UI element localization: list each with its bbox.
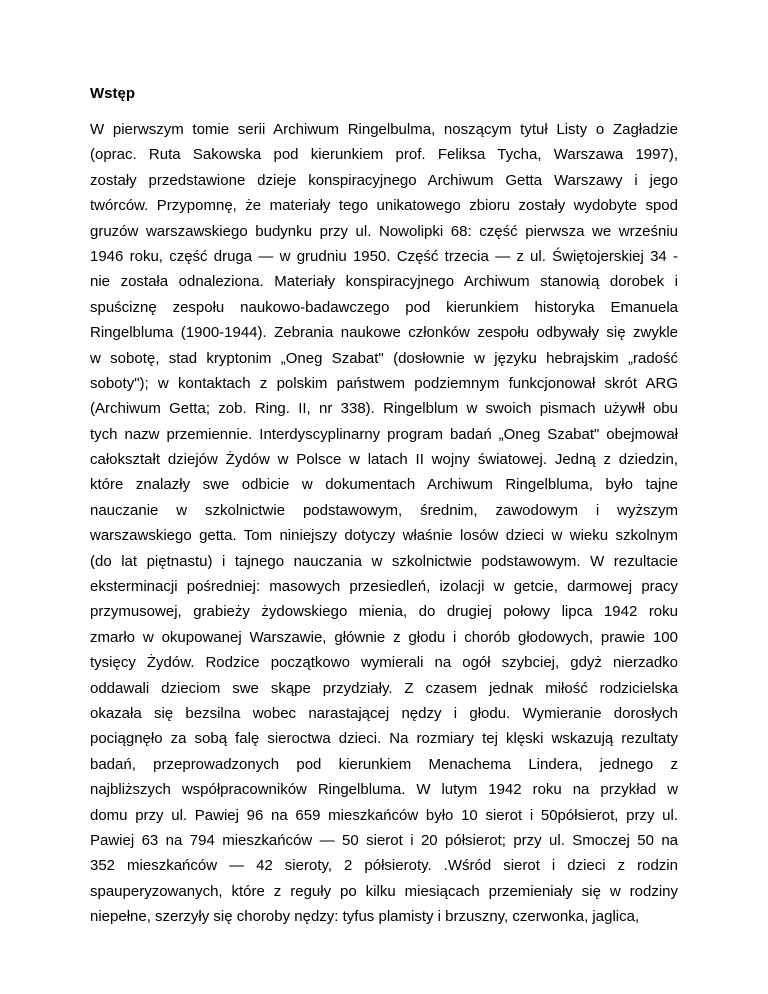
text-line: (oprac. Ruta Sakowska pod kierunkiem prof. Feliksa Tycha, Warszawa 1997), (90, 146, 678, 164)
text-line: nauczanie w szkolnictwie podstawowym, średnim, zawodowym i wyższym (90, 501, 678, 519)
text-line: tysięcy Żydów. Rodzice początkowo wymierali na ogół szybciej, gdyż nierzadko (90, 654, 678, 672)
text-line: zmarło w okupowanej Warszawie, głównie z głodu i chorób głodowych, prawie 100 (90, 628, 678, 646)
text-line: Ringelbluma (1900-1944). Zebrania naukowe członków zespołu odbywały się zwykle (90, 324, 678, 342)
text-line: całokształt dziejów Żydów w Polsce w latach II wojny światowej. Jedną z dziedzin, (90, 451, 678, 469)
text-line: 1946 roku, część druga — w grudniu 1950. Część trzecia — z ul. Świętojerskiej 34 - (90, 247, 678, 265)
text-line: (do lat piętnastu) i tajnego nauczania w szkolnictwie podstawowym. W rezultacie (90, 552, 678, 570)
text-line: domu przy ul. Pawiej 96 na 659 mieszkańców było 10 sierot i 50półsierot, przy ul. (90, 806, 678, 824)
text-line: 352 mieszkańców — 42 sieroty, 2 półsieroty. .Wśród sierot i dzieci z rodzin (90, 857, 678, 875)
text-line: badań, przeprowadzonych pod kierunkiem Menachema Lindera, jednego z (90, 755, 678, 773)
text-line: Pawiej 63 na 794 mieszkańców — 50 sierot i 20 półsierot; przy ul. Smoczej 50 na (90, 831, 678, 849)
document-page (90, 84, 678, 930)
text-line: eksterminacji pośredniej: masowych przesiedleń, izolacji w getcie, darmowej pracy (90, 578, 678, 596)
text-line: warszawskiego getta. Tom niniejszy dotyczy właśnie losów dzieci w wieku szkolnym (90, 527, 678, 545)
body-paragraph (90, 117, 678, 930)
text-line: pociągnęło za sobą falę sieroctwa dzieci. Na rozmiary tej klęski wskazują rezultaty (90, 730, 678, 748)
text-line: które znalazły swe odbicie w dokumentach Archiwum Ringelbluma, było tajne (90, 476, 678, 494)
text-line: gruzów warszawskiego budynku przy ul. Nowolipki 68: część pierwsza we wrześniu (90, 222, 678, 240)
text-line: w sobotę, stad kryptonim „Oneg Szabat" (dosłownie w języku hebrajskim „radość (90, 349, 678, 367)
text-line: oddawali dzieciom swe skąpe przydziały. Z czasem jednak miłość rodzicielska (90, 679, 678, 697)
text-line: (Archiwum Getta; zob. Ring. II, nr 338). Ringelblum w swoich pismach używłł obu (90, 400, 678, 418)
text-line: soboty"); w kontaktach z polskim państwem podziemnym funkcjonował skrót ARG (90, 374, 678, 392)
section-heading: Wstęp (90, 85, 135, 102)
text-line: tych nazw przemiennie. Interdyscyplinarny program badań „Oneg Szabat" obejmował (90, 425, 678, 443)
text-line: zostały przedstawione dzieje konspiracyjnego Archiwum Getta Warszawy i jego (90, 171, 678, 189)
text-line: nie została odnaleziona. Materiały konspiracyjnego Archiwum stanowią dorobek i (90, 273, 678, 291)
text-line: W pierwszym tomie serii Archiwum Ringelbulma, noszącym tytuł Listy o Zagładzie (90, 121, 678, 138)
text-line: okazała się bezsilna wobec narastającej nędzy i głodu. Wymieranie dorosłych (90, 704, 678, 722)
text-line: spauperyzowanych, które z reguły po kilku miesiącach przemieniały się w rodziny (90, 882, 678, 900)
text-line: przymusowej, grabieży żydowskiego mienia, do drugiej połowy lipca 1942 roku (90, 603, 678, 621)
text-line: twórców. Przypomnę, że materiały tego unikatowego zbioru zostały wydobyte spod (90, 197, 678, 215)
text-line: najbliższych współpracowników Ringelbluma. W lutym 1942 roku na przykład w (90, 781, 678, 799)
text-line: spuściznę zespołu naukowo-badawczego pod kierunkiem historyka Emanuela (90, 298, 678, 316)
text-line: niepełne, szerzyły się choroby nędzy: tyfus plamisty i brzuszny, czerwonka, jaglica, (90, 908, 640, 926)
